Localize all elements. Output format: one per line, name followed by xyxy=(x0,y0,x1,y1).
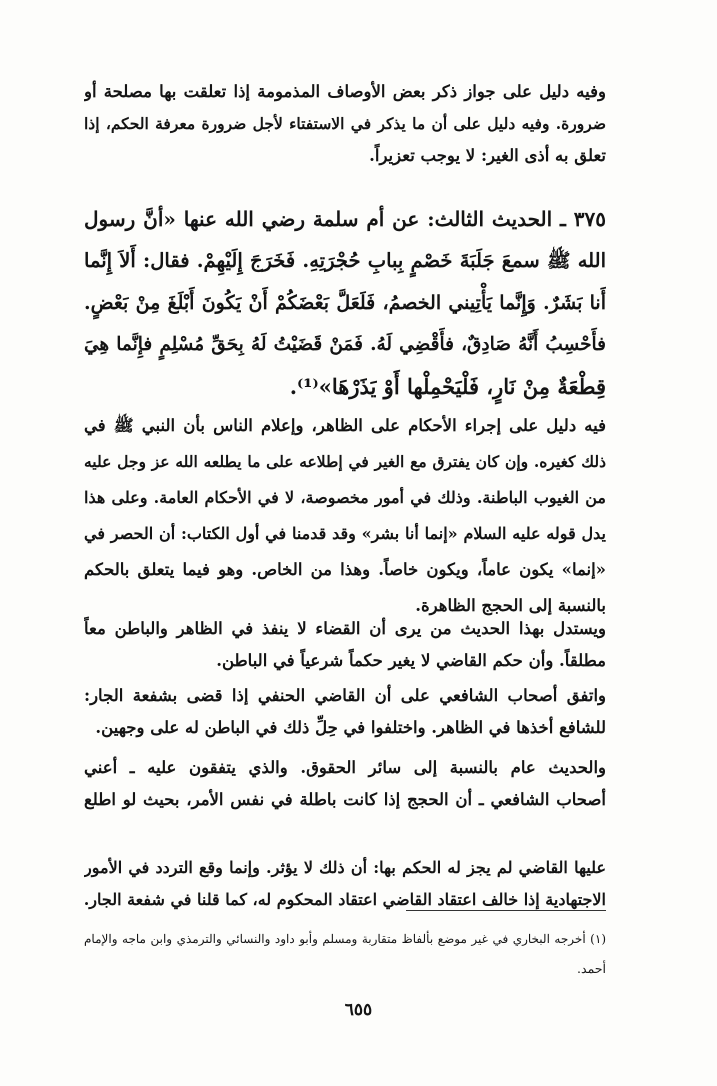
text-line: عليها القاضي لم يجز له الحكم بها: أن ذلك لا يؤثر. وإنما وقع التردد في الأمور xyxy=(84,858,606,877)
text-line: أصحاب الشافعي ـ أن الحجج إذا كانت باطلة في نفس الأمر، بحيث لو اطلع xyxy=(84,790,606,809)
text-line: من الغيوب الباطنة. وذلك في أمور مخصوصة، لا في الأحكام العامة. وعلى هذا xyxy=(84,488,606,507)
text-line: واتفق أصحاب الشافعي على أن القاضي الحنفي إذا قضى بشفعة الجار: xyxy=(84,686,606,705)
paragraph-commentary xyxy=(84,408,606,624)
hadith-line: أَنا بَشَرٌ. وَإِنَّما يَأْتِيني الخصمُ، فَلَعَلَّ بَعْضَكُمْ أَنْ يَكُونَ أَبْلَغَ مِنْ بَعْضٍ. xyxy=(84,292,606,314)
text-line: تعلق به أذى الغير: لا يوجب تعزيراً. xyxy=(369,146,606,165)
paragraph-commentary xyxy=(84,852,606,916)
text-line: «إنما» يكون عاماً، ويكون خاصاً. وهذا من الخاص. وهو فيما يتعلق بالحكم xyxy=(84,560,606,579)
text-line: مطلقاً. وأن حكم القاضي لا يغير حكماً شرعياً في الباطن. xyxy=(216,651,606,670)
footnote-line: أحمد. xyxy=(577,961,606,976)
text-line: وفيه دليل على جواز ذكر بعض الأوصاف المذمومة إذا تعلقت بها مصلحة أو xyxy=(84,82,606,101)
footnote-line: (١) أخرجه البخاري في غير موضع بألفاظ متقاربة ومسلم وأبو داود والنسائي والترمذي وابن ماجه والإمام xyxy=(84,932,606,946)
text-line: ويستدل بهذا الحديث من يرى أن القضاء لا ينفذ في الظاهر والباطن معاً xyxy=(84,619,606,638)
paragraph-commentary xyxy=(84,680,606,744)
footnote-divider xyxy=(406,910,606,911)
text-line: بالنسبة إلى الحجج الظاهرة. xyxy=(415,596,606,615)
hadith-line: الله ﷺ سمعَ جَلَبَةَ خَصْمٍ بِبابِ حُجْرَتِهِ. فَخَرَجَ إِلَيْهِمْ. فقال: أَلاَ إِنَّما xyxy=(84,249,606,272)
text-line: يدل قوله عليه السلام «إنما أنا بشر» وقد قدمنا في أول الكتاب: أن الحصر في xyxy=(84,524,606,543)
paragraph-commentary xyxy=(84,613,606,677)
hadith-text xyxy=(84,198,606,408)
text-line: ذلك كغيره. وإن كان يفترق مع الغير في إطلاعه على ما يطلعه الله عز وجل عليه xyxy=(84,452,606,471)
paragraph-commentary xyxy=(84,752,606,816)
hadith-line: فأَحْسِبُ أَنَّهُ صَادِقٌ، فأَقْضِي لَهُ. فَمَنْ قَضَيْتُ لَهُ بِحَقِّ مُسْلِمٍ فإِنَّما هِيَ xyxy=(84,334,606,355)
hadith-line: ٣٧٥ ـ الحديث الثالث: عن أم سلمة رضي الله عنها «أنَّ رسول xyxy=(84,207,606,231)
text-line: للشافع أخذها في الظاهر. واختلفوا في حِلِّ ذلك في الباطن له على وجهين. xyxy=(95,718,606,737)
text-line: الاجتهادية إذا خالف اعتقاد القاضي اعتقاد المحكوم له، كما قلنا في شفعة الجار. xyxy=(84,890,606,909)
paragraph-commentary-intro xyxy=(84,76,606,172)
text-line: والحديث عام بالنسبة إلى سائر الحقوق. والذي يتفقون عليه ـ أعني xyxy=(84,758,606,777)
footnote xyxy=(84,924,606,984)
text-line: ضرورة. وفيه دليل على أن ما يذكر في الاستفتاء لأجل ضرورة معرفة الحكم، إذا xyxy=(84,114,606,133)
text-line: فيه دليل على إجراء الأحكام على الظاهر، وإعلام الناس بأن النبي ﷺ في xyxy=(84,416,606,435)
hadith-line: قِطْعَةٌ مِنْ نَارٍ، فَلْيَحْمِلْها أَوْ يَذَرْهَا»⁽¹⁾. xyxy=(289,374,606,399)
page-number: ٦٥٥ xyxy=(344,1000,373,1020)
